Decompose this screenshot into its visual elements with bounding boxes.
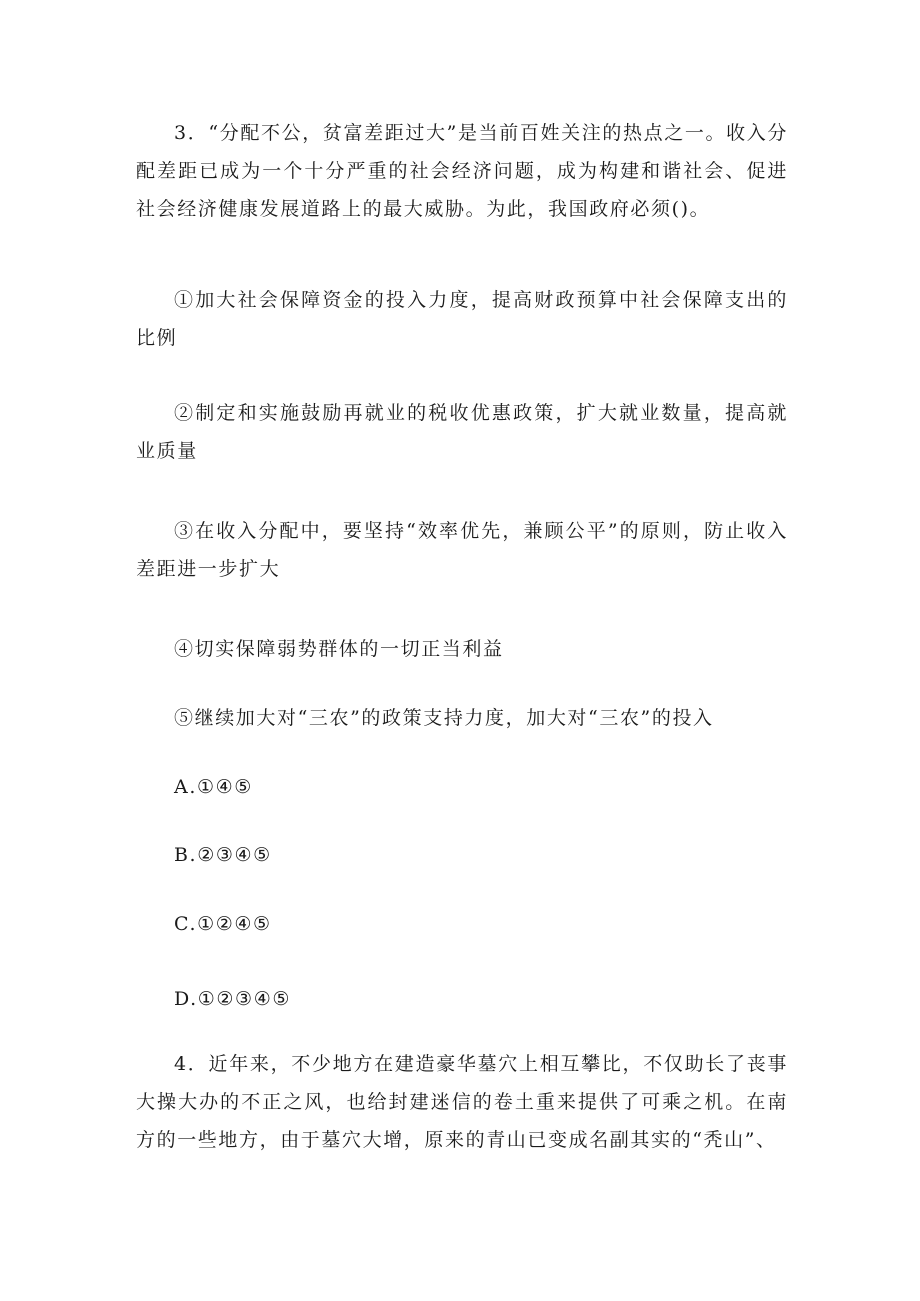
question-3-option-c: C.①②④⑤ — [174, 913, 272, 935]
question-3-item-5: ⑤继续加大对“三农”的政策支持力度，加大对“三农”的投入 — [174, 707, 714, 729]
question-3-item-1: ①加大社会保障资金的投入力度，提高财政预算中社会保障支出的比例 — [136, 289, 788, 349]
question-3-item-3: ③在收入分配中，要坚持“效率优先，兼顾公平”的原则，防止收入差距进一步扩大 — [136, 520, 788, 580]
question-3-stem: 3．“分配不公，贫富差距过大”是当前百姓关注的热点之一。收入分配差距已成为一个十分严重的社会经济问题，成为构建和谐社会、促进社会经济健康发展道路上的最大威胁。为此，我国政府必须()。 — [136, 122, 788, 220]
question-3-option-a: A.①④⑤ — [174, 776, 253, 798]
question-3-item-4: ④切实保障弱势群体的一切正当利益 — [174, 638, 504, 660]
question-3-option-d: D.①②③④⑤ — [174, 988, 291, 1010]
question-3-item-2: ②制定和实施鼓励再就业的税收优惠政策，扩大就业数量，提高就业质量 — [136, 402, 788, 462]
question-3-option-b: B.②③④⑤ — [174, 844, 272, 866]
question-4-stem: 4．近年来，不少地方在建造豪华墓穴上相互攀比，不仅助长了丧事大操大办的不正之风，也给封建迷信的卷土重来提供了可乘之机。在南方的一些地方，由于墓穴大增，原来的青山已变成名副其实的“秃山”、 — [136, 1053, 788, 1151]
